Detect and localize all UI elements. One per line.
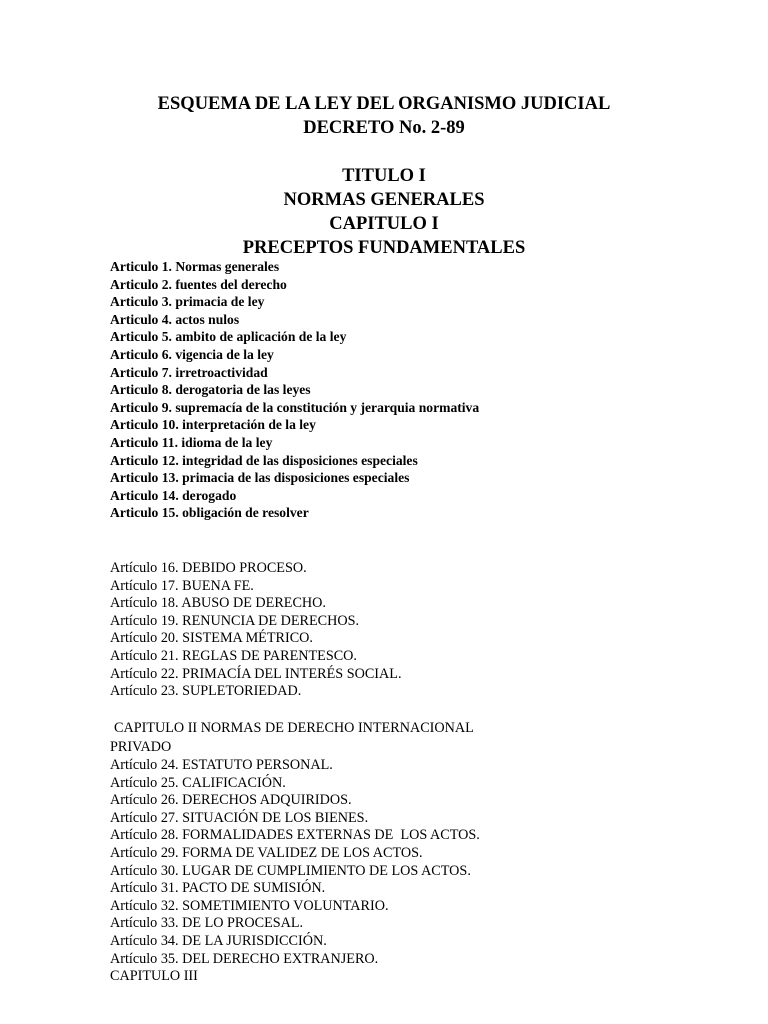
article-item: Artículo 32. SOMETIMIENTO VOLUNTARIO. bbox=[110, 897, 389, 914]
article-item: Artículo 24. ESTATUTO PERSONAL. bbox=[110, 757, 333, 773]
article-item: Artículo 19. RENUNCIA DE DERECHOS. bbox=[110, 612, 360, 629]
article-item: Articulo 5. ambito de aplicación de la ley bbox=[110, 329, 347, 345]
article-item: Artículo 26. DERECHOS ADQUIRIDOS. bbox=[110, 792, 352, 809]
article-item: Artículo 18. ABUSO DE DERECHO. bbox=[110, 595, 326, 612]
heading-spacer bbox=[0, 140, 768, 164]
article-item: Artículo 23. SUPLETORIEDAD. bbox=[110, 683, 302, 700]
article-item: Articulo 1. Normas generales bbox=[110, 259, 280, 274]
article-item: Artículo 29. FORMA DE VALIDEZ DE LOS ACTOS. bbox=[110, 844, 423, 861]
article-item: Articulo 3. primacia de ley bbox=[110, 294, 265, 310]
article-item: Artículo 34. DE LA JURISDICCIÓN. bbox=[110, 932, 327, 949]
article-item: Articulo 8. derogatoria de las leyes bbox=[110, 382, 311, 398]
title-name: NORMAS GENERALES bbox=[283, 190, 485, 210]
article-item: Articulo 2. fuentes del derecho bbox=[110, 276, 287, 292]
article-item: Artículo 31. PACTO DE SUMISIÓN. bbox=[110, 880, 326, 897]
chapter-name: PRECEPTOS FUNDAMENTALES bbox=[242, 238, 526, 258]
article-item: Articulo 12. integridad de las disposiciones especiales bbox=[110, 452, 418, 468]
article-item: Artículo 30. LUGAR DE CUMPLIMIENTO DE LOS ACTOS. bbox=[110, 862, 471, 879]
chapter2-heading bbox=[110, 719, 530, 757]
decree-number: DECRETO No. 2-89 bbox=[303, 118, 465, 138]
article-item: Articulo 10. interpretación de la ley bbox=[110, 417, 316, 433]
article-item: Artículo 35. DEL DERECHO EXTRANJERO. bbox=[110, 950, 379, 967]
article-item: Articulo 14. derogado bbox=[110, 487, 237, 503]
article-item: Articulo 7. irretroactividad bbox=[110, 364, 268, 380]
title-heading: TITULO I bbox=[342, 166, 426, 186]
chapter1-continued-article-list bbox=[110, 560, 402, 701]
article-item: Artículo 21. REGLAS DE PARENTESCO. bbox=[110, 647, 357, 664]
document-title: ESQUEMA DE LA LEY DEL ORGANISMO JUDICIAL bbox=[157, 94, 611, 114]
article-item: Articulo 9. supremacía de la constitución y jerarquia normativa bbox=[110, 399, 480, 415]
article-item: Artículo 25. CALIFICACIÓN. bbox=[110, 774, 286, 791]
article-item: Artículo 27. SITUACIÓN DE LOS BIENES. bbox=[110, 809, 369, 826]
article-item: Articulo 6. vigencia de la ley bbox=[110, 346, 274, 362]
article-item: Articulo 13. primacia de las disposiciones especiales bbox=[110, 470, 410, 486]
article-item: Articulo 15. obligación de resolver bbox=[110, 505, 309, 521]
chapter2-heading-line2: PRIVADO bbox=[110, 739, 172, 755]
article-item: Artículo 22. PRIMACÍA DEL INTERÉS SOCIAL. bbox=[110, 665, 402, 682]
article-item: Articulo 11. idioma de la ley bbox=[110, 434, 273, 450]
document-heading bbox=[0, 92, 768, 260]
article-item: Artículo 16. DEBIDO PROCESO. bbox=[110, 560, 307, 576]
article-item: Artículo 28. FORMALIDADES EXTERNAS DE LOS ACTOS. bbox=[110, 827, 480, 844]
article-item: Articulo 4. actos nulos bbox=[110, 311, 240, 327]
article-item: Artículo 33. DE LO PROCESAL. bbox=[110, 915, 304, 932]
article-item: Artículo 20. SISTEMA MÉTRICO. bbox=[110, 630, 313, 647]
chapter3-heading: CAPITULO III bbox=[110, 968, 198, 985]
chapter2-heading-line1: CAPITULO II NORMAS DE DERECHO INTERNACIONAL bbox=[114, 720, 474, 736]
chapter2-section bbox=[110, 719, 530, 986]
article-item: Artículo 17. BUENA FE. bbox=[110, 577, 254, 594]
chapter-heading: CAPITULO I bbox=[329, 214, 439, 234]
chapter1-article-list bbox=[110, 258, 479, 522]
